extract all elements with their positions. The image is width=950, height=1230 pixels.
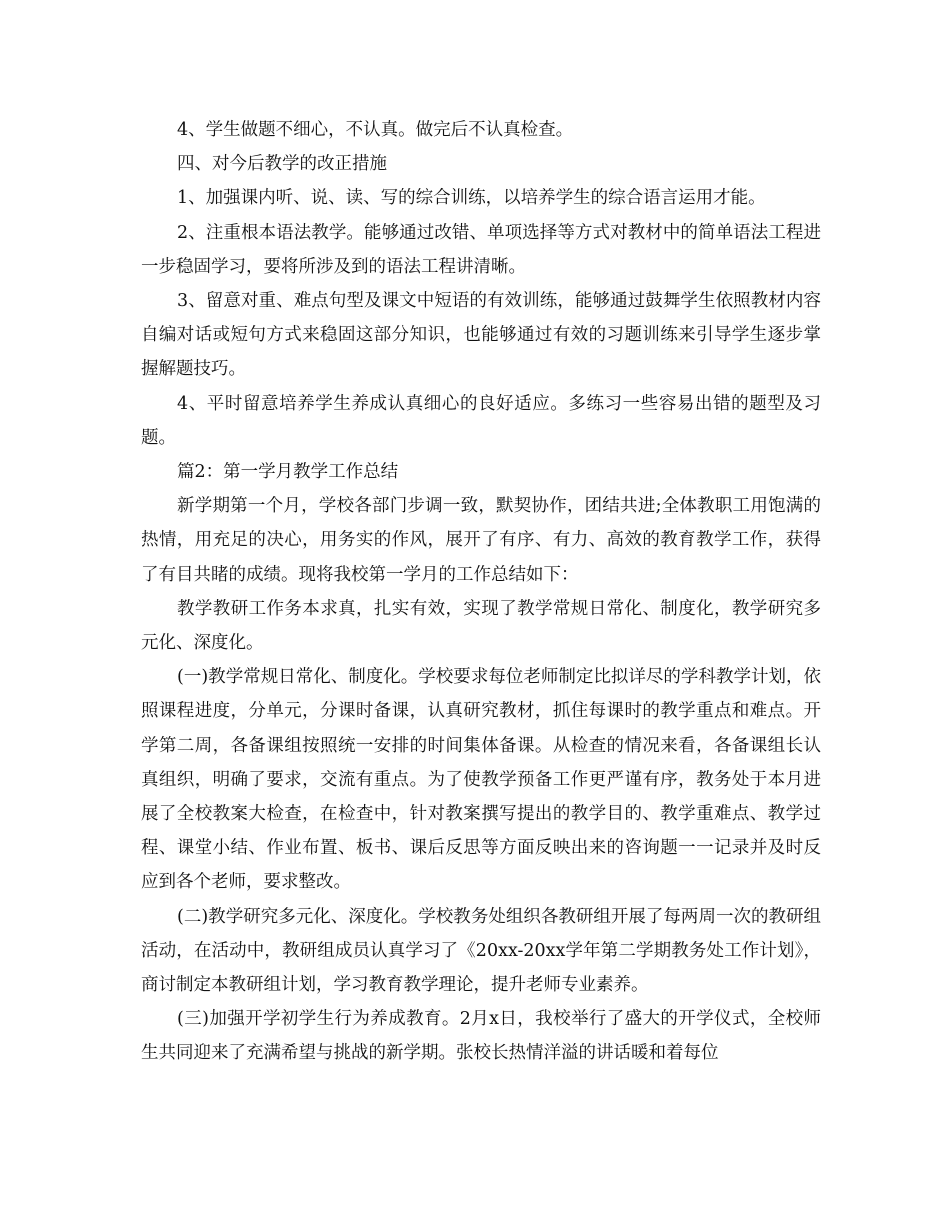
paragraph-section-2: (二)教学研究多元化、深度化。学校教务处组织各教研组开展了每两周一次的教研组活动，在活动中，教研组成员认真学习了《20xx-20xx学年第二学期教务处工作计划》，商讨制定本教研组计划，学习教育教学理论，提升老师专业素养。 [141, 906, 821, 996]
paragraph-teaching-research: 教学教研工作务本求真，扎实有效，实现了教学常规日常化、制度化，教学研究多元化、深度化。 [141, 598, 821, 654]
section-heading-improvement-measures: 四、对今后教学的改正措施 [177, 154, 387, 175]
paragraph-measure-4: 4、平时留意培养学生养成认真细心的良好适应。多练习一些容易出错的题型及习题。 [141, 393, 821, 448]
paragraph-intro: 新学期第一个月，学校各部门步调一致，默契协作，团结共进;全体教职工用饱满的热情，用充足的决心，用务实的作风，展开了有序、有力、高效的教育教学工作，获得了有目共睹的成绩。现将我校第一学月的工作总结如下： [141, 496, 821, 585]
paragraph-measure-1: 1、加强课内听、说、读、写的综合训练，以培养学生的综合语言运用才能。 [177, 188, 766, 209]
paragraph-item-4-careless: 4、学生做题不细心，不认真。做完后不认真检查。 [177, 120, 574, 140]
article-title-part-2: 篇2：第一学月教学工作总结 [177, 462, 399, 483]
paragraph-section-1: (一)教学常规日常化、制度化。学校要求每位老师制定比拟详尽的学科教学计划，依照课程进度，分单元，分课时备课，认真研究教材，抓住每课时的教学重点和难点。开学第二周，各备课组按照统一安排的时间集体备课。从检查的情况来看，各备课组长认真组织，明确了要求，交流有重点。为了使教学预备工作更严谨有序，教务处于本月进展了全校教案大检查，在检查中，针对教案撰写提出的教学目的、教学重难点、教学过程、课堂小结、作业布置、板书、课后反思等方面反映出来的咨询题一一记录并及时反应到各个老师，要求整改。 [141, 667, 821, 893]
paragraph-section-3: (三)加强开学初学生行为养成教育。2月x日，我校举行了盛大的开学仪式，全校师生共同迎来了充满希望与挑战的新学期。张校长热情洋溢的讲话暖和着每位 [141, 1009, 821, 1064]
document-body [141, 113, 821, 1071]
paragraph-measure-3: 3、留意对重、难点句型及课文中短语的有效训练，能够通过鼓舞学生依照教材内容自编对话或短句方式来稳固这部分知识，也能够通过有效的习题训练来引导学生逐步掌握解题技巧。 [141, 291, 821, 380]
paragraph-measure-2: 2、注重根本语法教学。能够通过改错、单项选择等方式对教材中的简单语法工程进一步稳固学习，要将所涉及到的语法工程讲清晰。 [141, 222, 821, 277]
